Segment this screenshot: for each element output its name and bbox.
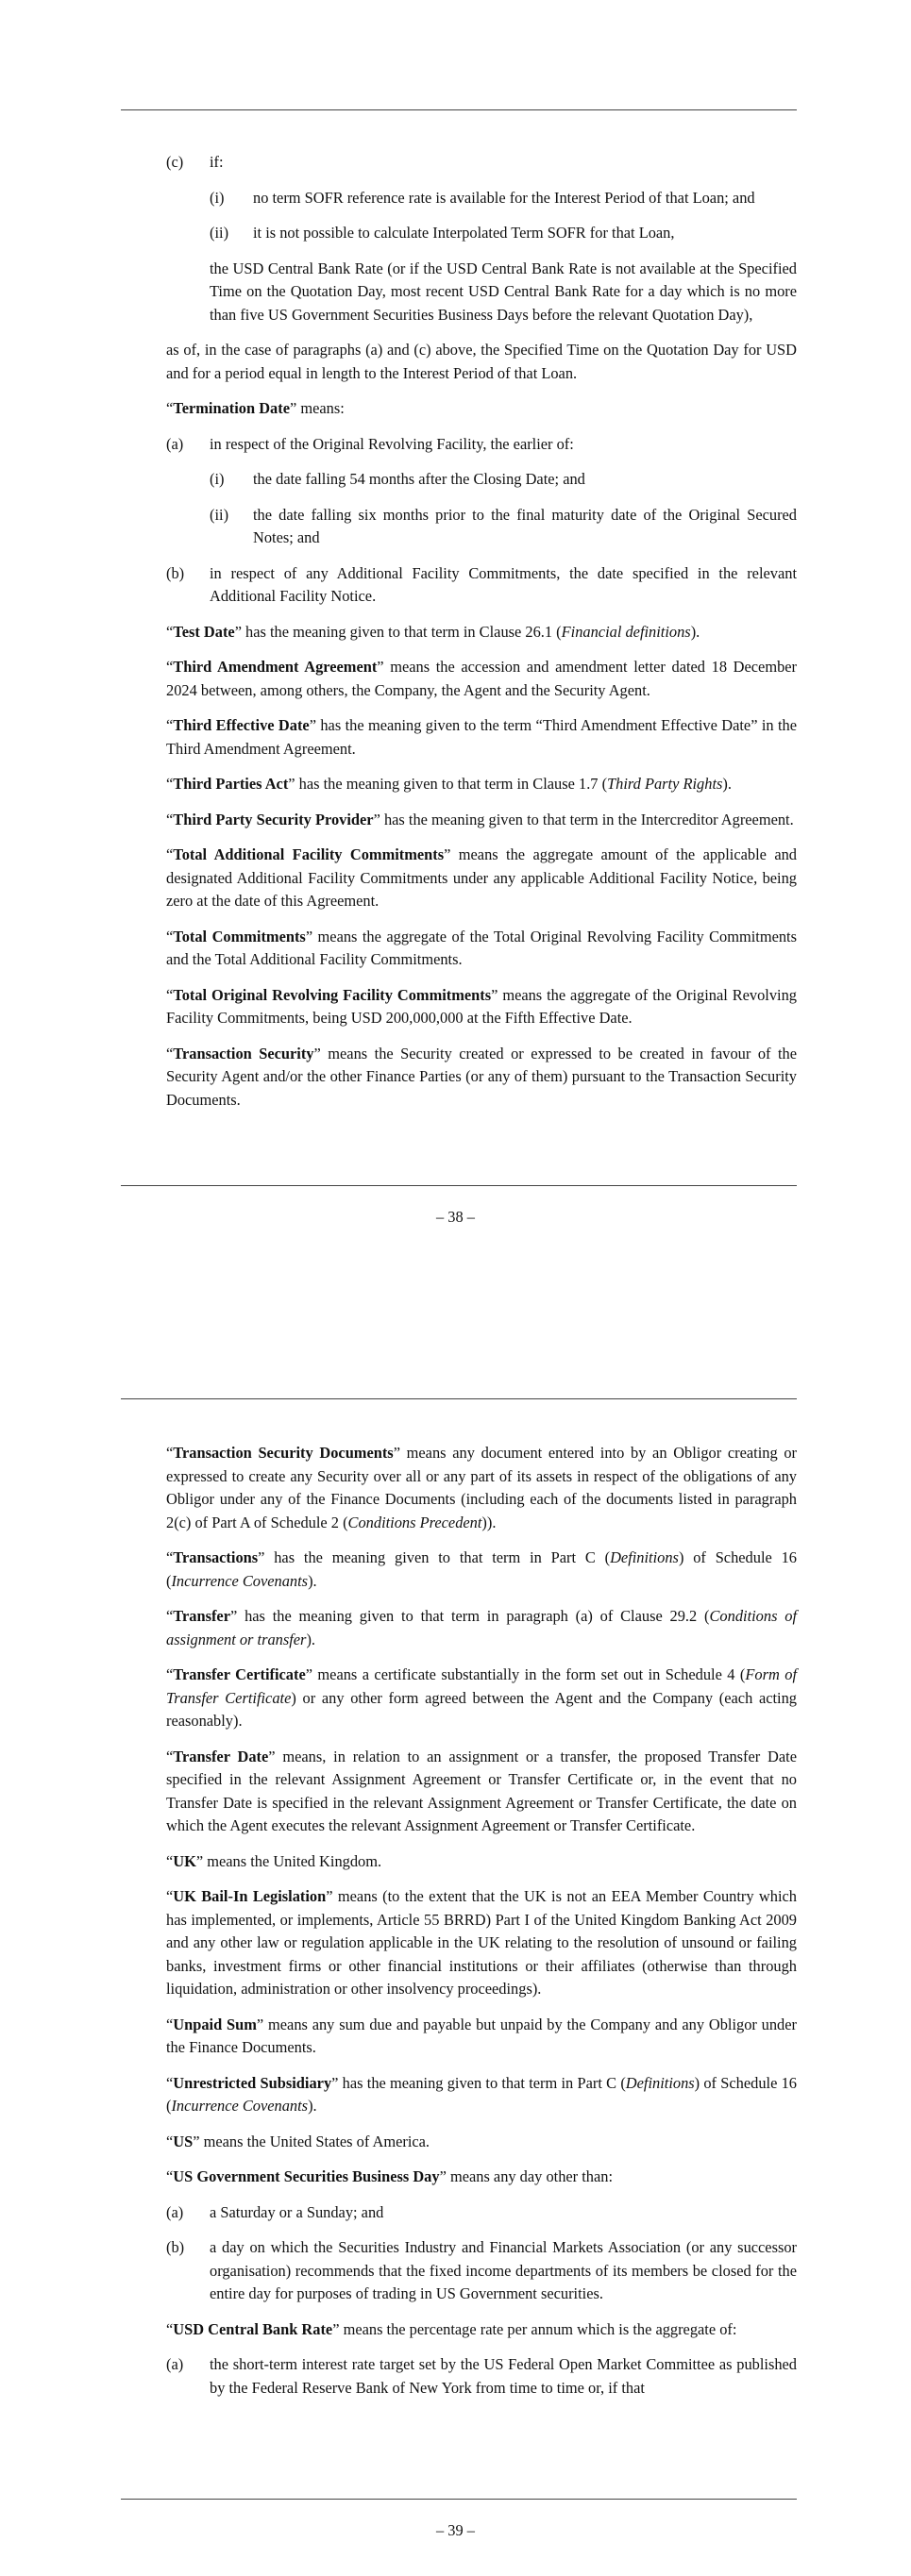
definition-text: ” means the aggregate of the Original Revolving Facility Commitments, being USD 200,000,000 at the Fifth Effective Date. xyxy=(166,985,797,1027)
clause-label: (a) xyxy=(166,2355,184,2373)
clause-text: in respect of the Original Revolving Facility, the earlier of: xyxy=(210,434,574,453)
cross-reference: Financial definitions xyxy=(561,622,691,641)
cross-reference: Form of Transfer Certificate xyxy=(166,1665,797,1707)
definition-text: ” has the meaning given to the term “Third Amendment Effective Date” in the Third Amendment Agreement. xyxy=(166,716,797,758)
defined-term: UK xyxy=(173,1851,196,1870)
defined-term: Termination Date xyxy=(173,399,290,417)
definition-text: ” has the meaning given to that term in Part C ( xyxy=(258,1548,611,1566)
clause-c-ii xyxy=(166,222,797,245)
page-39 xyxy=(0,1264,911,2576)
def-unpaid-sum: “Unpaid Sum” means any sum due and payable but unpaid by the Company and any Obligor under the Finance Documents. xyxy=(166,2015,797,2056)
defined-term: Test Date xyxy=(173,622,235,641)
def-third-amendment-agreement: “Third Amendment Agreement” means the accession and amendment letter dated 18 December 2024 between, among others, the Company, the Agent and the Security Agent. xyxy=(166,658,797,699)
definition-text: ) of Schedule 16 ( xyxy=(166,1548,797,1590)
definition-text: ). xyxy=(722,775,732,793)
page-number: – 38 – xyxy=(436,1208,475,1226)
defined-term: US xyxy=(173,2132,194,2150)
defined-term: Transfer Date xyxy=(173,1747,269,1765)
defined-term: Total Commitments xyxy=(173,927,306,945)
clause-label: (b) xyxy=(166,563,185,582)
definition-text: ” has the meaning given to that term in paragraph (a) of Clause 29.2 ( xyxy=(229,1607,710,1625)
defined-term: Unrestricted Subsidiary xyxy=(173,2073,332,2092)
clause-label: (a) xyxy=(166,434,184,453)
clause-label: (i) xyxy=(210,188,225,207)
definition-text: ” means: xyxy=(289,399,345,417)
top-rule xyxy=(121,109,797,110)
clause-label: (c) xyxy=(166,153,184,171)
clause-label: (i) xyxy=(210,470,225,488)
definition-text: ” means any day other than: xyxy=(439,2167,613,2185)
definition-text: ” means, in relation to an assignment or a transfer, the proposed Transfer Date specified in the relevant Assignment Agreement or Transfer Certificate or, in the event that no Transfer Date is specified in the relevant Assignment Agreement or Transfer Certificate, the date on which the Agent executes the relevant Assignment Agreement or Transfer Certificate. xyxy=(166,1747,798,1834)
clause-text: the date falling six months prior to the final maturity date of the Original Secured Notes; and xyxy=(253,505,797,546)
definition-text: )). xyxy=(481,1513,497,1531)
definition-text: ” means (to the extent that the UK is not an EEA Member Country which has implemented, or implements, Article 55 BRRD) Part I of the United Kingdom Banking Act 2009 and any other law or regulation applicable in the UK relating to the resolution of unsound or failing banks, investment firms or other financial institutions or their affiliates (otherwise than through liquidation, administration or other insolvency proceedings). xyxy=(166,1887,797,1998)
clause-text: a Saturday or a Sunday; and xyxy=(210,2202,384,2221)
definition-text: ” has the meaning given to that term in Clause 26.1 ( xyxy=(234,622,562,641)
clause-label: (ii) xyxy=(210,224,229,242)
definition-text: ” has the meaning given to that term in Part C ( xyxy=(331,2073,626,2092)
cross-reference: Definitions xyxy=(610,1548,679,1566)
bottom-rule xyxy=(121,1185,797,1186)
def-total-commitments: “Total Commitments” means the aggregate of the Total Original Revolving Facility Commitments and the Total Additional Facility Commitments. xyxy=(166,927,797,968)
as-of-paragraph: as of, in the case of paragraphs (a) and (c) above, the Specified Time on the Quotation Day for USD and for a period equal in length to the Interest Period of that Loan. xyxy=(166,341,797,382)
def-termination-date: “Termination Date” means: xyxy=(166,399,345,417)
bottom-rule xyxy=(121,2499,797,2500)
definition-text: ) or any other form agreed between the Agent and the Company (each acting reasonably). xyxy=(166,1688,798,1730)
page-38-content xyxy=(166,151,797,1124)
defined-term: Transaction Security Documents xyxy=(173,1444,394,1462)
def-total-original-revolving-facility-commitments: “Total Original Revolving Facility Commitments” means the aggregate of the Original Revolving Facility Commitments, being USD 200,000,000 at the Fifth Effective Date. xyxy=(166,985,797,1027)
termination-b xyxy=(166,562,797,609)
cross-reference: Definitions xyxy=(625,2073,695,2092)
defined-term: Total Original Revolving Facility Commitments xyxy=(173,985,492,1004)
clause-text: it is not possible to calculate Interpolated Term SOFR for that Loan, xyxy=(253,224,675,242)
def-test-date: “Test Date” has the meaning given to that term in Clause 26.1 (Financial definitions). xyxy=(166,622,700,641)
definition-text: ” has the meaning given to that term in the Intercreditor Agreement. xyxy=(373,810,794,828)
definition-text: ” means the United Kingdom. xyxy=(195,1851,382,1870)
def-uk: “UK” means the United Kingdom. xyxy=(166,1851,382,1870)
cross-reference: Incurrence Covenants xyxy=(171,2097,309,2115)
defined-term: Unpaid Sum xyxy=(173,2015,257,2033)
definition-text: ). xyxy=(306,1630,315,1648)
definition-text: ” means a certificate substantially in the form set out in Schedule 4 ( xyxy=(305,1665,746,1683)
def-total-additional-facility-commitments: “Total Additional Facility Commitments” means the aggregate amount of the applicable and designated Additional Facility Commitments under any applicable Additional Facility Notice, being zero at the date of this Agreement. xyxy=(166,845,797,910)
def-us-government-securities-business-day: “US Government Securities Business Day” means any day other than: xyxy=(166,2167,613,2185)
usd-cbr-a xyxy=(166,2353,797,2400)
termination-a-i xyxy=(166,468,797,492)
definition-text: ). xyxy=(308,2097,317,2115)
definition-text: ” means the Security created or expressed to be created in favour of the Security Agent and/or the other Finance Parties (or any of them) pursuant to the Transaction Security Documents. xyxy=(166,1044,797,1109)
cross-reference: Third Party Rights xyxy=(607,775,723,793)
clause-text: no term SOFR reference rate is available for the Interest Period of that Loan; and xyxy=(253,188,755,207)
def-transactions: “Transactions” has the meaning given to that term in Part C (Definitions) of Schedule 16 (Incurrence Covenants). xyxy=(166,1548,797,1590)
cross-reference: Conditions of assignment or transfer xyxy=(166,1607,798,1648)
defined-term: Third Parties Act xyxy=(173,775,289,793)
cross-reference: Incurrence Covenants xyxy=(171,1571,309,1590)
clause-text: in respect of any Additional Facility Commitments, the date specified in the relevant Additional Facility Notice. xyxy=(210,563,797,605)
defined-term: US Government Securities Business Day xyxy=(173,2167,440,2185)
definition-text: ” means any sum due and payable but unpaid by the Company and any Obligor under the Finance Documents. xyxy=(166,2015,797,2056)
clause-text: the date falling 54 months after the Closing Date; and xyxy=(253,470,585,488)
usgsbd-b xyxy=(166,2236,797,2306)
def-unrestricted-subsidiary: “Unrestricted Subsidiary” has the meaning given to that term in Part C (Definitions) of Schedule 16 (Incurrence Covenants). xyxy=(166,2073,797,2115)
definition-text: ” means the percentage rate per annum which is the aggregate of: xyxy=(332,2319,737,2338)
def-transfer-certificate: “Transfer Certificate” means a certificate substantially in the form set out in Schedule 4 (Form of Transfer Certificate) or any other form agreed between the Agent and the Company (each acting reasonably). xyxy=(166,1665,798,1730)
defined-term: Transactions xyxy=(173,1548,259,1566)
clause-text: the short-term interest rate target set by the US Federal Open Market Committee as published by the Federal Reserve Bank of New York from time to time or, if that xyxy=(210,2355,797,2397)
definition-text: ” means the accession and amendment letter dated 18 December 2024 between, among others, the Company, the Agent and the Security Agent. xyxy=(166,658,797,699)
defined-term: USD Central Bank Rate xyxy=(173,2319,333,2338)
clause-label: (b) xyxy=(166,2238,185,2256)
clause-c-tail: the USD Central Bank Rate (or if the USD Central Bank Rate is not available at the Specified Time on the Quotation Day, most recent USD Central Bank Rate for a day which is no more than five US Government Securities Business Days before the relevant Quotation Day), xyxy=(210,259,797,324)
defined-term: UK Bail-In Legislation xyxy=(173,1887,327,1905)
defined-term: Third Party Security Provider xyxy=(173,810,374,828)
def-third-parties-act: “Third Parties Act” has the meaning given to that term in Clause 1.7 (Third Party Rights). xyxy=(166,775,732,793)
definition-text: ” means the aggregate amount of the applicable and designated Additional Facility Commitments under any applicable Additional Facility Notice, being zero at the date of this Agreement. xyxy=(166,845,797,910)
defined-term: Third Effective Date xyxy=(173,716,310,734)
termination-a xyxy=(166,433,797,457)
top-rule xyxy=(121,1398,797,1399)
clause-label: (a) xyxy=(166,2202,184,2221)
def-third-party-security-provider: “Third Party Security Provider” has the meaning given to that term in the Intercreditor Agreement. xyxy=(166,810,794,828)
clause-label: (ii) xyxy=(210,505,229,524)
definition-text: ” means the United States of America. xyxy=(193,2132,430,2150)
page-38 xyxy=(0,0,911,1264)
usgsbd-a xyxy=(166,2201,797,2225)
clause-text: a day on which the Securities Industry and Financial Markets Association (or any successor organisation) recommends that the fixed income departments of its members be closed for the entire day for purposes of trading in US Government securities. xyxy=(210,2238,797,2302)
defined-term: Third Amendment Agreement xyxy=(173,658,378,676)
def-transaction-security-documents: “Transaction Security Documents” means any document entered into by an Obligor creating or expressed to create any Security over all or any part of its assets in respect of the obligations of any Obligor under any of the Finance Documents (including each of the documents listed in paragraph 2(c) of Part A of Schedule 2 (Conditions Precedent)). xyxy=(166,1444,797,1531)
definition-text: ). xyxy=(308,1571,317,1590)
termination-a-ii xyxy=(166,504,797,550)
def-us: “US” means the United States of America. xyxy=(166,2132,430,2150)
page-number: – 39 – xyxy=(436,2521,475,2539)
defined-term: Transaction Security xyxy=(173,1044,314,1062)
page-39-content xyxy=(166,1442,797,2412)
defined-term: Transfer Certificate xyxy=(173,1665,306,1683)
def-transfer: “Transfer” has the meaning given to that term in paragraph (a) of Clause 29.2 (Conditions of assignment or transfer). xyxy=(166,1607,798,1648)
definition-text: ” means the aggregate of the Total Original Revolving Facility Commitments and the Total Additional Facility Commitments. xyxy=(166,927,797,968)
definition-text: ” has the meaning given to that term in Clause 1.7 ( xyxy=(288,775,608,793)
defined-term: Total Additional Facility Commitments xyxy=(173,845,445,863)
clause-c-i xyxy=(166,187,797,210)
def-transfer-date: “Transfer Date” means, in relation to an assignment or a transfer, the proposed Transfer Date specified in the relevant Assignment Agreement or Transfer Certificate or, in the event that no Transfer Date is specified in the relevant Assignment Agreement or Transfer Certificate, the date on which the Agent executes the relevant Assignment Agreement or Transfer Certificate. xyxy=(166,1747,798,1834)
clause-text: if: xyxy=(210,153,224,171)
def-transaction-security: “Transaction Security” means the Security created or expressed to be created in favour of the Security Agent and/or the other Finance Parties (or any of them) pursuant to the Transaction Security Documents. xyxy=(166,1044,797,1109)
cross-reference: Conditions Precedent xyxy=(347,1513,482,1531)
clause-c xyxy=(166,151,797,175)
definition-text: ” means any document entered into by an Obligor creating or expressed to create any Security over all or any part of its assets in respect of the obligations of any Obligor under any of the Finance Documents (including each of the documents listed in paragraph 2(c) of Part A of Schedule 2 ( xyxy=(166,1444,797,1531)
defined-term: Transfer xyxy=(173,1607,230,1625)
def-usd-central-bank-rate: “USD Central Bank Rate” means the percentage rate per annum which is the aggregate of: xyxy=(166,2319,737,2338)
definition-text: ). xyxy=(690,622,700,641)
def-uk-bail-in-legislation: “UK Bail-In Legislation” means (to the extent that the UK is not an EEA Member Country which has implemented, or implements, Article 55 BRRD) Part I of the United Kingdom Banking Act 2009 and any other law or regulation applicable in the UK relating to the resolution of unsound or failing banks, investment firms or other financial institutions or their affiliates (otherwise than through liquidation, administration or other insolvency proceedings). xyxy=(166,1887,797,1998)
definition-text: ) of Schedule 16 ( xyxy=(166,2073,797,2115)
def-third-effective-date: “Third Effective Date” has the meaning given to the term “Third Amendment Effective Date” in the Third Amendment Agreement. xyxy=(166,716,797,758)
